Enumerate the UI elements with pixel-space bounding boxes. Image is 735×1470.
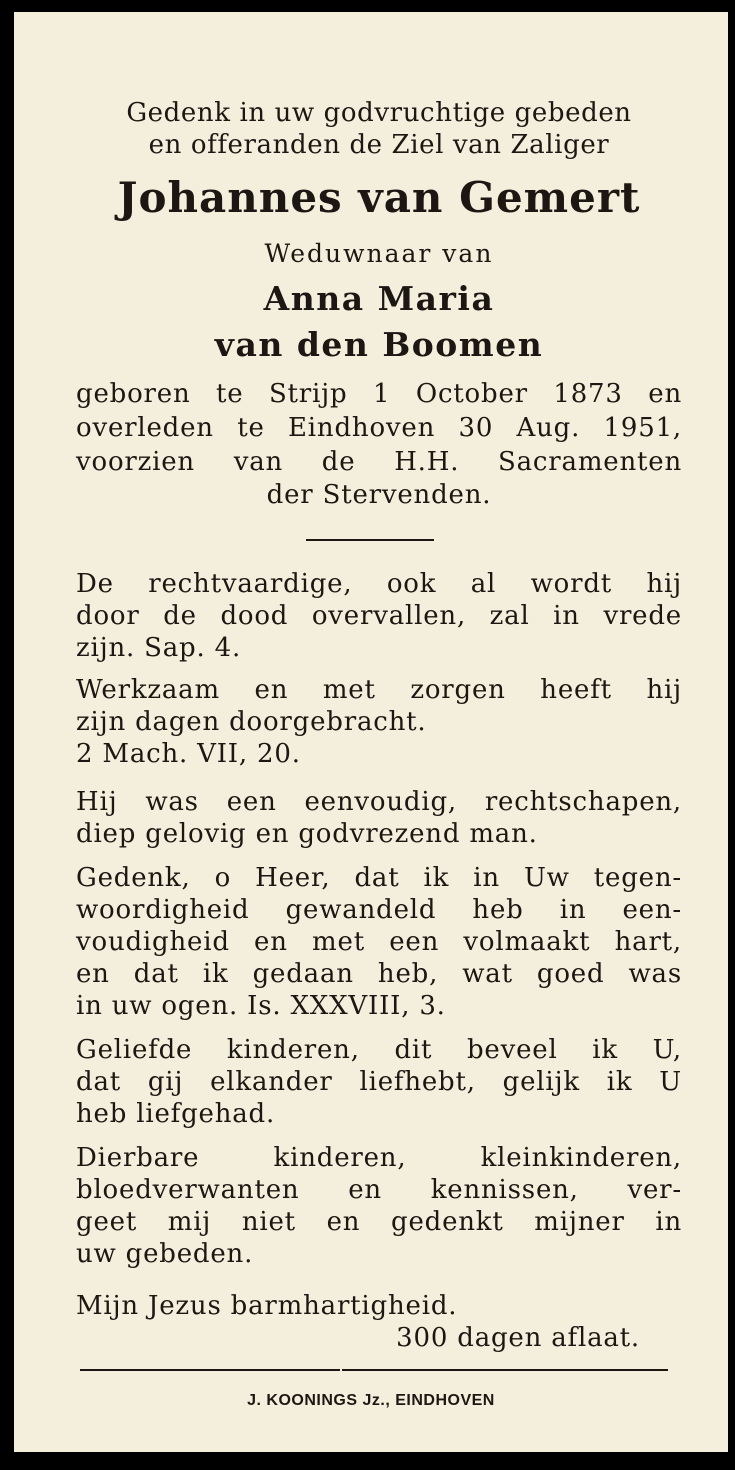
spouse-name-line: van den Boomen	[214, 325, 544, 364]
intro-line: en offeranden de Ziel van Zaliger	[148, 130, 610, 160]
verse-line: uw gebeden.	[76, 1239, 254, 1269]
verse-line: in uw ogen. Is. XXXVIII, 3.	[76, 991, 446, 1021]
verse-line: bloedverwanten en kennissen, ver-	[76, 1175, 682, 1205]
memorial-card	[14, 12, 728, 1452]
verse-line: zijn. Sap. 4.	[76, 633, 242, 663]
verse-line: diep gelovig en godvrezend man.	[76, 819, 538, 849]
verse-line: voudigheid en met een volmaakt hart,	[76, 927, 682, 957]
verse-line: Werkzaam en met zorgen heeft hij	[76, 675, 682, 705]
indulgence-text: 300 dagen aflaat.	[396, 1323, 640, 1353]
verse-line: geet mij niet en gedenkt mijner in	[76, 1207, 682, 1237]
life-line: der Stervenden.	[266, 480, 492, 510]
relation-text: Weduwnaar van	[264, 239, 494, 268]
verse-line: heb liefgehad.	[76, 1099, 276, 1129]
verse-line: woordigheid gewandeld heb in een-	[76, 895, 682, 925]
verse-line: en dat ik gedaan heb, wat goed was	[76, 959, 682, 989]
printer-credit: J. KOONINGS Jz., EINDHOVEN	[247, 1392, 495, 1409]
life-line: overleden te Eindhoven 30 Aug. 1951,	[76, 413, 682, 443]
life-line: geboren te Strijp 1 October 1873 en	[76, 379, 682, 409]
deceased-name: Johannes van Gemert	[117, 173, 641, 222]
verse-line: De rechtvaardige, ook al wordt hij	[76, 569, 682, 599]
verse-line: Gedenk, o Heer, dat ik in Uw tegen-	[76, 863, 682, 893]
prayer-text: Mijn Jezus barmhartigheid.	[76, 1291, 458, 1321]
verse-line: door de dood overvallen, zal in vrede	[76, 601, 682, 631]
spouse-name-line: Anna Maria	[263, 279, 495, 318]
footer-rule	[342, 1369, 668, 1371]
verse-line: dat gij elkander liefhebt, gelijk ik U	[76, 1067, 682, 1097]
verse-line: Hij was een eenvoudig, rechtschapen,	[76, 787, 682, 817]
footer-rule	[80, 1369, 340, 1371]
verse-line: Geliefde kinderen, dit beveel ik U,	[76, 1035, 682, 1065]
verse-line: 2 Mach. VII, 20.	[76, 739, 301, 769]
divider	[306, 539, 434, 541]
life-line: voorzien van de H.H. Sacramenten	[76, 447, 682, 477]
intro-line: Gedenk in uw godvruchtige gebeden	[126, 98, 632, 128]
verse-line: zijn dagen doorgebracht.	[76, 707, 427, 737]
verse-line: Dierbare kinderen, kleinkinderen,	[76, 1143, 682, 1173]
